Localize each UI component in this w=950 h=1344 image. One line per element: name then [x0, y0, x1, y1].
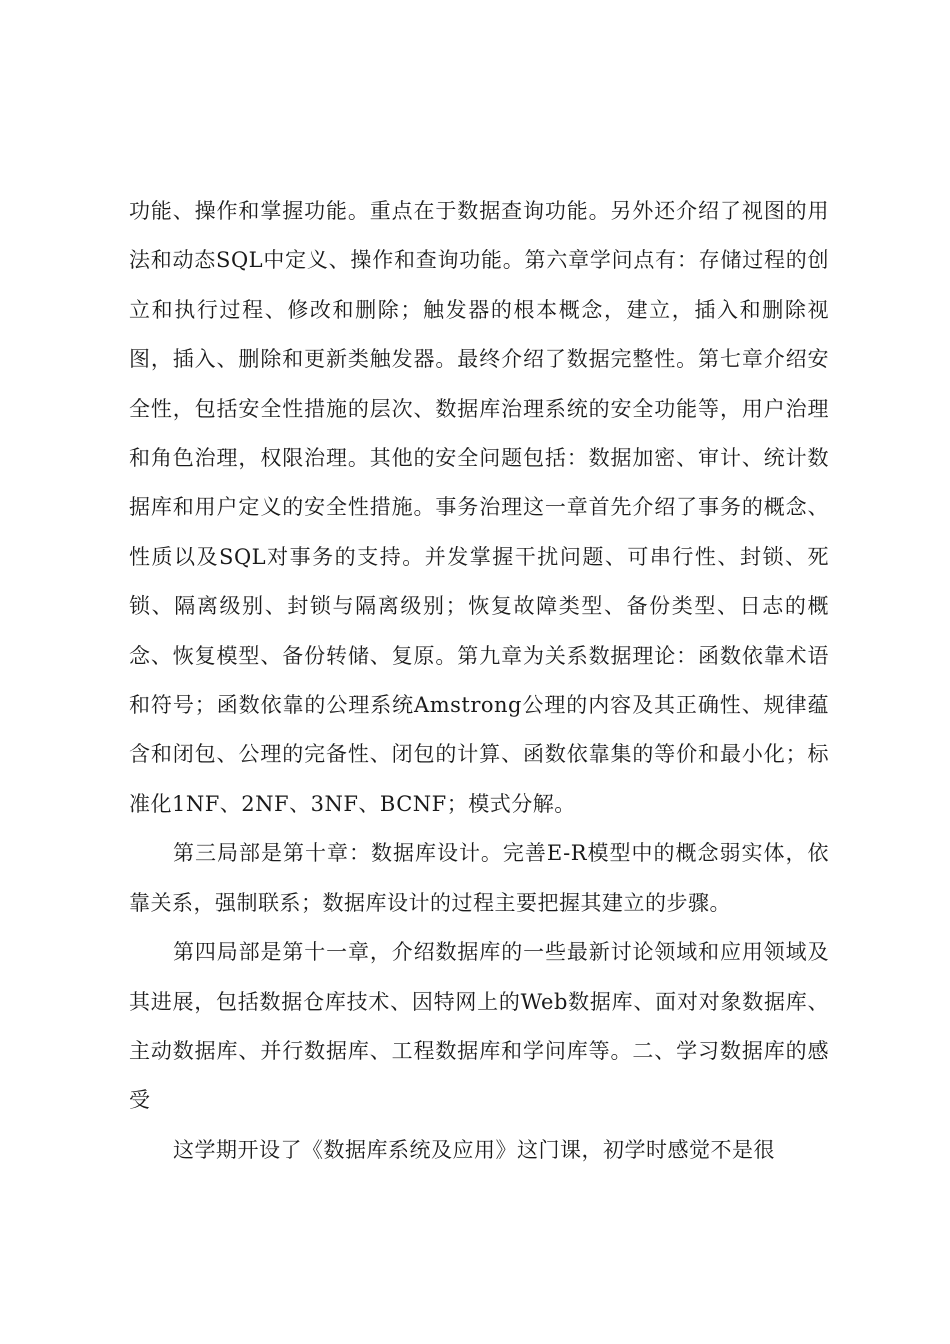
paragraph-1: 功能、操作和掌握功能。重点在于数据查询功能。另外还介绍了视图的用法和动态SQL中定义、操作和查询功能。第六章学问点有：存储过程的创立和执行过程、修改和删除；触发器的根本概念，建立，插入和删除视图，插入、删除和更新类触发器。最终介绍了数据完整性。第七章介绍安全性，包括安全性措施的层次、数据库治理系统的安全功能等，用户治理和角色治理，权限治理。其他的安全问题包括：数据加密、审计、统计数据库和用户定义的安全性措施。事务治理这一章首先介绍了事务的概念、性质以及SQL对事务的支持。并发掌握干扰问题、可串行性、封锁、死锁、隔离级别、封锁与隔离级别；恢复故障类型、备份类型、日志的概念、恢复模型、备份转储、复原。第九章为关系数据理论：函数依靠术语和符号；函数依靠的公理系统Amstrong公理的内容及其正确性、规律蕴含和闭包、公理的完备性、闭包的计算、函数依靠集的等价和最小化；标准化1NF、2NF、3NF、BCNF；模式分解。	[129, 199, 829, 816]
paragraph-3: 第四局部是第十一章，介绍数据库的一些最新讨论领域和应用领域及其进展，包括数据仓库技术、因特网上的Web数据库、面对对象数据库、主动数据库、并行数据库、工程数据库和学问库等。二、学习数据库的感受	[129, 940, 829, 1113]
paragraph-2: 第三局部是第十章：数据库设计。完善E-R模型中的概念弱实体，依靠关系，强制联系；数据库设计的过程主要把握其建立的步骤。	[129, 841, 829, 915]
body-text	[129, 187, 829, 1175]
paragraph-4: 这学期开设了《数据库系统及应用》这门课，初学时感觉不是很	[173, 1137, 775, 1162]
